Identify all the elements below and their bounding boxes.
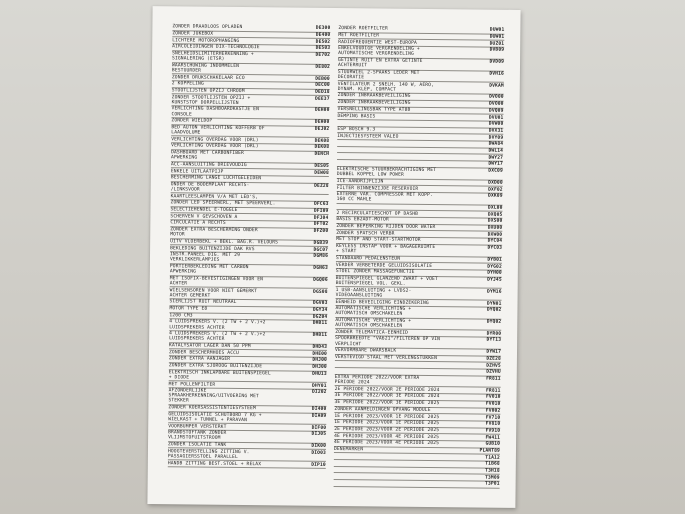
option-description: ONDER DE BODEMPLAAT RECHTS- /LINKSVOOR — [170, 182, 250, 193]
option-code: DGC07 — [313, 247, 329, 253]
option-description: CIRCULATIE A RECHTS — [170, 220, 226, 227]
option-code: GUB10 — [485, 441, 501, 448]
option-description: DEMPING BASIS — [337, 113, 376, 119]
option-description: ZONDER EXTRA AANJAGER — [168, 356, 231, 363]
option-description — [337, 120, 488, 122]
option-description: 2 RECIRCULATIESCHOT OP DASHB — [336, 210, 419, 217]
option-description: VOORBUMPER VERSTERKT — [168, 423, 227, 430]
option-description: STUURWIEL 2-SPAAKS LEDER MET DECORATIE — [337, 69, 420, 81]
option-code: DWY17 — [488, 161, 504, 168]
option-description: AFZONDERLIJKE SPRAAKHERKENNING/UITVOERING MET STEKKER — [168, 388, 259, 404]
option-description: BED AUTON VERLICHTING KOFFERB OF LAADVOLUME — [171, 125, 265, 136]
option-code: DVO00 — [489, 95, 504, 101]
option-description — [337, 147, 488, 149]
option-code: DFZ00 — [313, 228, 329, 235]
option-code: DEZ28 — [314, 183, 329, 189]
option-code: FR811 — [486, 376, 501, 382]
option-description: 4E PERIODE 2023/VOOR 4E PERIODE 2025 — [334, 433, 440, 440]
option-description: EXTRA PERIODE 2022/VOOR EXTRA PERIODE 2024 — [334, 374, 420, 386]
option-description: ZONDER EXTRA BESCHERMING ONDER MOTOR — [170, 227, 258, 238]
option-code: DIO03 — [311, 450, 326, 456]
option-description: GELUIDSISOLATIE SCHUTBORD 7 KG + WIELKAST + TUNNEL + PARAVAN — [168, 412, 262, 424]
option-description: AIRCOLEIDINGEN DIX-TECHNOLOGIE — [172, 44, 260, 51]
option-code: DYW17 — [486, 349, 502, 355]
option-code: DVKAM — [489, 83, 504, 89]
option-description — [337, 160, 488, 162]
option-description: STOOTLIJSTEN OPZIJ CHROOM — [171, 88, 245, 95]
option-code: DIF00 — [311, 425, 327, 431]
option-description: 1 USB-AANSLUITING + LVDS2- VIDEOAANSLUITING — [335, 287, 412, 299]
option-code: DVH16 — [489, 71, 504, 77]
option-code: DEJ02 — [314, 126, 330, 132]
option-description: DENEMARKEN — [333, 446, 364, 453]
option-code: DE702 — [315, 52, 331, 58]
option-code: DHY01 — [312, 383, 327, 389]
option-description: VERLICHTING OVERDAG VOOR (DRL) — [171, 143, 259, 150]
option-code: DHE00 — [312, 351, 328, 357]
option-description: GETINTE RUIT EN EXTRA GETINTE ACHTERRUIT — [337, 58, 423, 69]
option-code: DIJ05 — [311, 432, 327, 438]
option-description: 1200 CM3 — [169, 313, 193, 319]
option-description: 4E PERIODE 2023/VOOR 4E PERIODE 2025 — [334, 440, 440, 447]
option-description: EENHEID BEVEILIGING EINDZEKERING — [335, 299, 429, 306]
option-code: DZE28 — [486, 356, 501, 362]
option-description: SNELHEIDSLIMITERHERKENNING + SIGNALERING (ETSR) — [172, 51, 254, 62]
option-code: DEC00 — [315, 83, 330, 89]
option-code: DZHV5 — [486, 363, 501, 369]
option-description: BEKLEDING BUITENZIJDE DAK RVS — [170, 245, 255, 252]
option-code: DGS08 — [313, 289, 328, 295]
option-description: BESCHERMING LANGE LUCHTGELEIDEN — [170, 175, 262, 182]
option-description: UITV VLOERBEKL + BEKL. BAG.R. VELOURS — [170, 239, 279, 246]
option-code: DI202 — [311, 390, 327, 396]
option-code: DYB01 — [487, 257, 503, 263]
option-description — [334, 460, 485, 462]
option-description: ZONDER EXTRA SJOROOG BUITENZIJDE — [168, 363, 263, 370]
option-code: DUW01 — [489, 34, 505, 40]
option-description — [334, 480, 485, 482]
option-description: 3E PERIODE 2022/VOOR 3E PERIODE 2025 — [334, 400, 440, 407]
option-description: ZONDER ROETFILTER — [338, 26, 388, 32]
option-description: SPOORBREEDTE "VA621"/FILTEREN OP VIN VERPLICHT — [335, 336, 441, 347]
option-code: DE300 — [315, 26, 331, 32]
option-code: T3P01 — [485, 481, 500, 488]
option-code: DVB09 — [489, 47, 505, 54]
option-row — [334, 480, 500, 488]
option-code: DWY27 — [488, 155, 504, 161]
option-description — [337, 140, 488, 142]
option-description — [335, 362, 486, 364]
option-description: ZONDER INBRAAKBEVEILIGING — [337, 100, 411, 106]
option-code: DGZ04 — [312, 314, 328, 320]
option-description: ZONDER ISOLATIE TANK — [167, 442, 227, 448]
option-code: DEW08 — [314, 170, 329, 176]
option-description: KEYLESS INSTAP VOOR + BAGAGERUIMTE + START — [336, 244, 436, 255]
option-code: DUZ01 — [489, 41, 505, 47]
option-code: DFC63 — [313, 202, 329, 208]
option-description: ACC-AANSLUITING DRIEVOUDIG — [170, 162, 247, 168]
option-description: EXTERNE VAR. COMPRESSOR MET KOPP. 160 CC MAHLE — [336, 192, 433, 203]
option-code: DEK08 — [314, 138, 330, 144]
option-description: ZONDER AANMELDINGEN OPVANG MODULE — [334, 406, 431, 413]
option-code: FR811 — [485, 388, 501, 394]
option-code: DE502 — [315, 39, 331, 45]
option-description: VERSTEVIGD STAAL MET VERLENGSTUKKEN — [334, 354, 438, 362]
option-code: DWA84 — [488, 141, 504, 148]
option-description: DASHBOARD MET CARBONFIBER APWERKING — [171, 150, 245, 161]
option-description — [337, 204, 488, 206]
option-code: DYC04 — [487, 239, 503, 245]
document-page — [147, 6, 520, 508]
option-code: DI400 — [311, 406, 327, 413]
option-description: MET STOP AND START-STARTMOTOR — [336, 237, 421, 244]
option-code: DED18 — [315, 89, 330, 95]
option-code: PLANT89 — [479, 448, 501, 454]
option-description: STOEL ZONDER MASSAGEFUNCTIE — [335, 269, 415, 276]
option-description: HANDB ZITTING BEST.STOEL + RELAX — [167, 460, 262, 467]
option-code: FV810 — [485, 421, 501, 427]
option-description: MET ROETFILTER — [338, 33, 380, 39]
option-code: DIA09 — [311, 413, 327, 419]
option-description: HOOGTEVERSTELLING ZITTING V. PASSAGIERSSTOEL PARALLEL — [167, 449, 250, 460]
option-code: DXQ05 — [487, 212, 503, 218]
option-description: WAARSCHUWING INDOMMELEN BESTUURDER — [171, 63, 240, 74]
option-code: FV002 — [485, 408, 501, 414]
option-description: MOTOR TYPE E8 — [169, 306, 208, 312]
option-description: ELEKTRISCH INKLAPBARE BUITENSPIEGEL + DIODE — [168, 370, 271, 381]
option-description: RADIOFREQUENTIE WEST-EUROPA — [338, 39, 418, 46]
option-description — [334, 454, 485, 456]
option-code: DHB11 — [312, 333, 328, 339]
option-description: 2E PERIODE 2023/VOOR 2E PERIODE 2025 — [334, 426, 440, 434]
option-code: DYN01 — [486, 301, 502, 307]
option-code: FV910 — [485, 428, 501, 434]
option-description: ZONDER DRAADLOOS OPLADEN — [172, 24, 243, 31]
option-code: DXD00 — [488, 180, 503, 186]
option-code: FW411 — [485, 435, 501, 441]
option-code: DYM16 — [487, 289, 502, 295]
option-description: SELECTIEHENDEL E-TOGGLE — [170, 207, 238, 214]
option-code: FV710 — [485, 415, 501, 421]
option-description: ICE-AANDRIJFLIJN — [336, 178, 384, 185]
option-description: VERLICHTING DASHBOARDKASTJE EN CONSOLE — [171, 106, 260, 118]
option-code: DVW00 — [488, 121, 504, 128]
option-code: T1A12 — [485, 455, 500, 461]
right-option-column — [334, 26, 505, 488]
option-code: DGB39 — [313, 240, 329, 246]
option-code: T3M09 — [485, 475, 500, 481]
option-description: STANDAARD PEDALENSTEUN — [335, 255, 401, 262]
option-code: FV010 — [485, 395, 501, 401]
option-code: DVX31 — [488, 128, 504, 134]
option-description: ZONDER BEPERKING RIJDEN DOOR WATER — [336, 224, 436, 231]
option-description: FILTER BINNENZIJDE RESERVOIR — [336, 185, 419, 192]
option-code: DHB11 — [312, 321, 328, 327]
option-code: DVU01 — [488, 115, 504, 121]
option-code: DXU00 — [487, 225, 503, 231]
option-code: DEB00 — [315, 76, 330, 82]
option-description: SIERLIJST RUIT NEUTRAAL — [169, 299, 237, 306]
option-code: DIP10 — [311, 462, 326, 468]
option-description: ESP BOSCH 9.3 — [337, 126, 376, 133]
option-code: DE400 — [315, 32, 331, 38]
option-code: DYG02 — [487, 264, 502, 270]
option-code: DEH00 — [314, 120, 330, 126]
option-description: VERLICHTING OVERDAG VOOR (DRL) — [171, 136, 259, 143]
option-code: DGQ06 — [313, 277, 328, 283]
option-code: DUW01 — [489, 27, 505, 34]
option-description: AUTOMATISCHE VERLICHTING + AUTOMATISCH OMSCHAKELEN — [335, 318, 412, 329]
option-code: DGY34 — [312, 307, 328, 314]
option-code: DVY09 — [488, 135, 504, 141]
option-code: DVO00 — [488, 101, 504, 107]
option-description: 4 LUIDSPREKERS V. (2 TW + 2 V.)+2 LUIDSPREKERS ACHTER — [169, 319, 266, 331]
option-code: DGN63 — [313, 265, 328, 272]
option-code: DXL00 — [487, 205, 503, 211]
option-code: DXS00 — [487, 218, 503, 225]
option-code: DGM86 — [313, 254, 329, 260]
option-description: MET POLLENFILTER — [168, 381, 216, 388]
option-code: DXC09 — [488, 168, 503, 174]
option-description: ZONDER KOERSASSISTENTIESYSTEEM — [168, 405, 256, 412]
option-code: DEH00 — [314, 108, 330, 114]
option-description: ZONDER INBRAAKBEVEILIGING — [337, 93, 411, 100]
option-description: KATALYSATOR LAGER DAN 50 PPM — [169, 343, 251, 350]
option-code: DYQ02 — [486, 307, 502, 313]
option-code: FV010 — [485, 401, 501, 407]
option-description: 2E PERIODE 2022/VOOR 2E PERIODE 2024 — [334, 386, 440, 393]
option-description: VENTILATEUR 2 SNELH. 140 W, AERO, DYNAM. KLEP, COMPACT — [337, 81, 435, 93]
option-description: ZONDER LED SPEERWERL, MET SPEERVERL. — [170, 200, 276, 207]
option-code: DYQ02 — [486, 319, 502, 325]
option-code: DIK00 — [311, 443, 327, 450]
option-code: DE503 — [315, 46, 331, 52]
option-description: 4 LUIDSPREKERS V. (2 TW + 2 V.)+2 LUIDSPREKERS ACHTER — [169, 331, 266, 343]
option-code: T3H18 — [485, 468, 500, 474]
option-description: ZONDER TELEMATICA-EENHEID — [335, 329, 409, 336]
option-code: DEK08 — [314, 145, 330, 151]
option-code: DGV03 — [312, 301, 328, 307]
option-description: ENKELE UITLAATPIJP — [170, 168, 224, 175]
option-code: DYJ45 — [487, 277, 502, 283]
option-description: BASIS EB2ADT-MOTOR — [336, 217, 389, 223]
option-code: DVQ09 — [488, 108, 504, 114]
option-code: DFT02 — [313, 222, 329, 228]
option-description: AUTOMATISCHE VERLICHTING + AUTOMATISCH OMSCHAKELEN — [335, 306, 412, 318]
option-description: BUITENSPIEGEL GLANZEND ZWART + VOET BUITENSPIEGEL VOL. GEKL. — [335, 275, 438, 287]
option-description: BRANDSTOFTANK ZONDER VLIJMSTOFUITSTROOM — [168, 430, 227, 442]
option-description — [334, 474, 485, 476]
option-description: PORTIERBEKLEDING MET CARBON APWERKING — [169, 264, 249, 275]
option-description: ZONDER SPATSCH VERBR — [336, 230, 395, 237]
option-description: SCHERVEN V GEVSCHOVEN A — [170, 214, 238, 220]
option-code: DXW00 — [487, 232, 503, 238]
option-description: VERVORMBARE DWARSBALK — [334, 348, 397, 354]
option-description: 3E PERIODE 2022/VOOR 3E PERIODE 2024 — [334, 393, 440, 400]
option-description: ZONDER JUKEBOX — [172, 31, 214, 37]
option-code: DES05 — [314, 163, 329, 169]
option-description: INJECTIESYSTEEM VALEO — [337, 133, 399, 140]
option-description: KAARTLEESLAMPEN V/A MET LED'S, — [170, 193, 259, 200]
left-option-column — [168, 24, 331, 469]
option-description: VERDER VERBETERDE GELUIDSISOLATIE — [335, 262, 433, 269]
option-code: DXF02 — [488, 187, 503, 193]
option-description: MET ISOFIX-BEVESTIGINGEN VOOR EN ACHTER — [169, 276, 264, 287]
option-code: DHD43 — [312, 344, 328, 350]
option-code: DYC03 — [487, 245, 503, 251]
option-description: 1E PERIODE 2023/VOOR 1E PERIODE 2025 — [334, 413, 440, 420]
option-description: ENKELVOUDIGE VERGRENDELING + AUTOMATISCHE VERGRENDELING — [338, 46, 420, 58]
option-description: VERSNELLINGSBAK TYPE AT8B — [337, 106, 411, 113]
option-description: ELEKTRISCHE STUURBEKRACHTIGING MET DUBBEL KOPPEL LOW POWER — [336, 167, 437, 178]
option-description: 2 KOPPELING — [171, 81, 204, 87]
option-code: DWL14 — [488, 148, 504, 154]
option-code: DHU13 — [312, 371, 327, 377]
option-description: 1E PERIODE 2023/VOOR 1E PERIODE 2025 — [334, 420, 440, 427]
option-code: DHJ00 — [312, 364, 327, 371]
option-code: DVD09 — [489, 59, 505, 65]
option-description — [334, 467, 485, 469]
option-code: DE802 — [315, 64, 331, 70]
option-code: T1B68 — [485, 461, 500, 468]
option-code: DEE37 — [315, 96, 330, 102]
option-code: DZVHU — [486, 369, 501, 376]
option-code: DYH00 — [487, 270, 502, 277]
option-row — [168, 388, 326, 407]
option-code: DXK09 — [488, 193, 503, 199]
option-description: WIELSENSOREN VOOR NIET GEMERKT ACHTER GEMERKT — [169, 287, 258, 299]
option-code: DFI09 — [313, 208, 329, 215]
option-code: DFJ04 — [313, 215, 329, 221]
option-code: DENCH — [314, 151, 330, 158]
option-code: DHJ00 — [312, 358, 327, 364]
option-description: ZONDER DRUKSCHAKELAAR ECO — [171, 74, 245, 81]
option-code: DYR00 — [486, 331, 502, 337]
option-description: ZONDER BESCHERMHOES ACCU — [168, 350, 239, 356]
option-description: ZONDER WIELDOP — [171, 118, 213, 124]
option-description: ZONDER STOOTLIJSTEN OPZIJ + KUNSTSTOF DORPELLIJSTEN — [171, 94, 251, 106]
option-description: INSTR.PANEEL DIG. MET 29 VERKLIKKERLAMPJES — [169, 252, 241, 264]
option-row — [168, 461, 326, 469]
option-description: LICHTERE MOTOROPHANGING — [172, 37, 240, 44]
option-description — [337, 154, 488, 156]
option-description — [335, 368, 486, 370]
option-code: DYT13 — [486, 338, 502, 344]
